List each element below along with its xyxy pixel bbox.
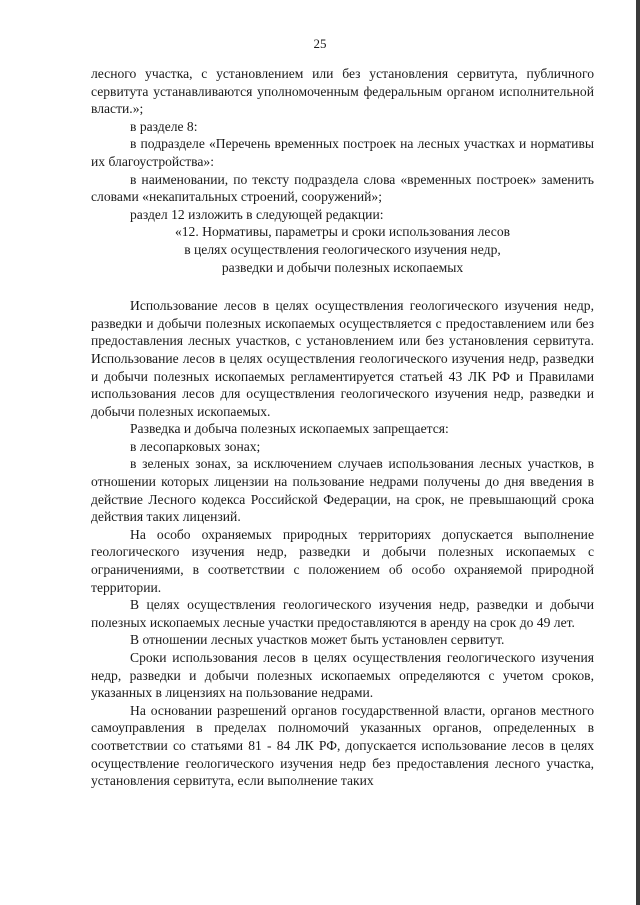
paragraph: в подразделе «Перечень временных построек на лесных участках и нормативы их благоустройства»: [91, 136, 594, 169]
paragraph: На основании разрешений органов государственной власти, органов местного самоуправления в пределах полномочий указанных органов, определенных в соответствии со статьями 81 - 84 ЛК РФ, допускается использование лесов в целях осуществление геологического изучения недр без предоставления лесного участка, установления сервитута, если выполнение таких [91, 702, 594, 789]
page-edge [636, 0, 640, 905]
paragraph: раздел 12 изложить в следующей редакции: [130, 206, 384, 222]
paragraph: На особо охраняемых природных территориях допускается выполнение геологического изучения недр, разведки и добычи полезных ископаемых с ограничениями, в соответствии с положением об особо охраняемой природной территории. [91, 526, 594, 595]
paragraph: в зеленых зонах, за исключением случаев использования лесных участков, в отношении которых лицензии на пользование недрами получены до дня введения в действие Лесного кодекса Российской Федерации, на срок, не превышающий срока действия таких лицензий. [91, 456, 594, 525]
paragraph: В отношении лесных участков может быть установлен сервитут. [130, 632, 505, 648]
paragraph: в наименовании, по тексту подраздела слова «временных построек» заменить словами «некапитальных строений, сооружений»; [91, 171, 594, 205]
document-body [91, 65, 594, 790]
page-number: 25 [313, 36, 327, 51]
section-heading-line: в целях осуществления геологического изучения недр, [184, 241, 501, 257]
section-heading [91, 223, 594, 276]
paragraph: Разведка и добыча полезных ископаемых запрещается: [130, 421, 449, 437]
spacer [91, 276, 594, 297]
paragraph: лесного участка, с установлением или без установления сервитута, публичного сервитута устанавливаются уполномоченным федеральным органом исполнительной власти.»; [91, 66, 594, 117]
paragraph: Сроки использования лесов в целях осуществления геологического изучения недр, разведки и добычи полезных ископаемых определяются с учетом сроков, указанных в лицензиях на пользование недрами. [91, 650, 594, 701]
paragraph: в лесопарковых зонах; [130, 438, 261, 454]
section-heading-line: «12. Нормативы, параметры и сроки использования лесов [174, 224, 511, 240]
paragraph: Использование лесов в целях осуществления геологического изучения недр, разведки и добычи полезных ископаемых осуществляется с предоставлением или без предоставления лесных участков, с установлением или без установления сервитута. Использование лесов в целях осуществления геологического изучения недр, разведки и добычи полезных ископаемых регламентируется статьей 43 ЛК РФ и Правилами использования лесов для осуществления геологического изучения недр, разведки и добычи полезных ископаемых. [91, 298, 594, 419]
paragraph: в разделе 8: [130, 118, 198, 134]
paragraph: В целях осуществления геологического изучения недр, разведки и добычи полезных ископаемых лесные участки предоставляются в аренду на срок до 49 лет. [91, 597, 594, 630]
section-heading-line: разведки и добычи полезных ископаемых [221, 259, 464, 275]
